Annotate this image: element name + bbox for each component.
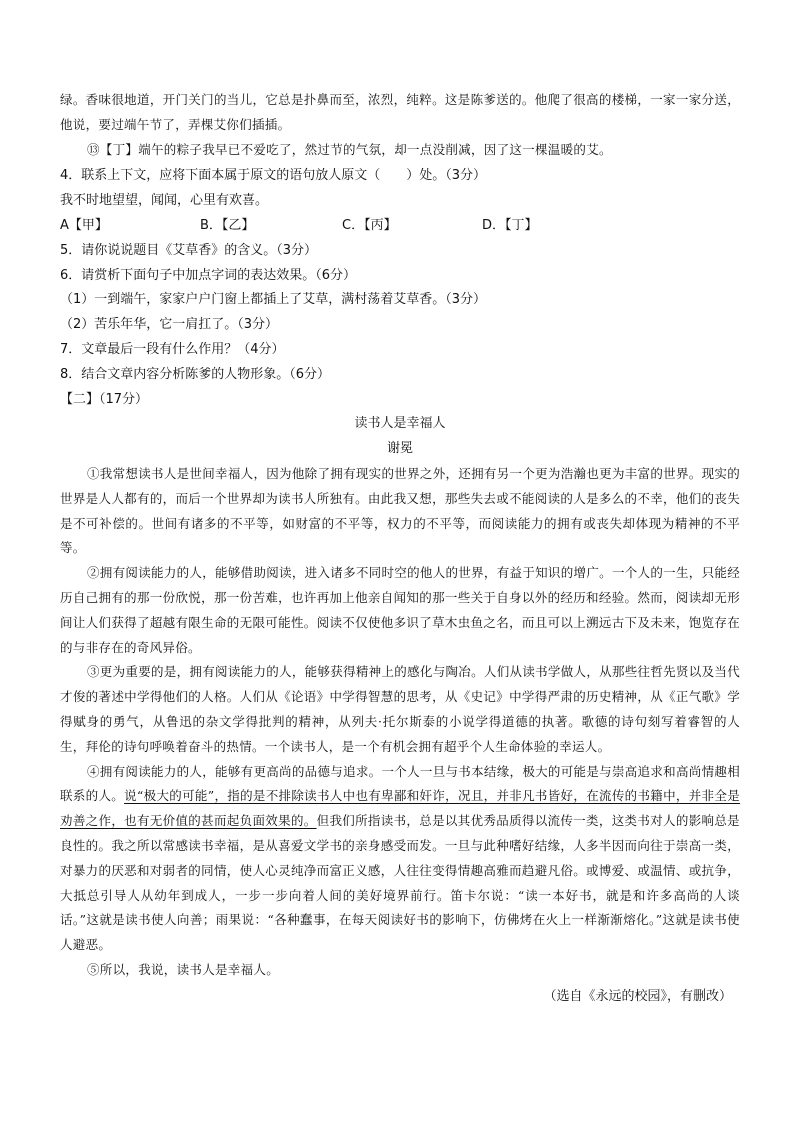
question-4: 4．联系上下文，应将下面本属于原文的语句放人原文（ ）处。（3分） [60,168,487,184]
question-6-1: （1）一到端午，家家户户门窗上都插上了艾草，满村荡着艾草香。（3分） [60,292,487,308]
article-source: （选自《永远的校园》，有删改） [543,988,732,1004]
paragraph-4-before: ④拥有阅读能力的人，能够有更高尚的品德与追求。一个人一旦与书本结缘，极大的可能是与崇高追求和高尚情趣相联系的人。 [60,763,740,804]
article-title: 读书人是幸福人 [354,416,446,432]
question-6: 6．请赏析下面句子中加点字词的表达效果。（6分） [60,267,357,283]
paragraph-4-underlined-sentence: 说“极大的可能”，指的是不排除读书人中也有卑鄙和奸诈，况且，并非凡书皆好，在流传的书籍中，并非全是劝善之作，也有无价值的甚而起负面效果的。 [60,788,740,829]
option-d: D．【丁】 [482,217,538,233]
story-paragraph-13: ⑬【丁】端午的粽子我早已不爱吃了，然过节的气氛，却一点没削减，因了这一棵温暖的艾。 [87,141,612,157]
story-paragraph-12-tail: 绿。香味很地道，开门关门的当儿，它总是扑鼻而至，浓烈，纯粹。这是陈爹送的。他爬了很高的楼梯，一家一家分送，他说，要过端午节了，弄棵艾你们插插。 [60,92,740,132]
article-paragraph-3: ③更为重要的是，拥有阅读能力的人，能够获得精神上的感化与陶冶。人们从读书学做人，从那些往哲先贤以及当代才俊的著述中学得他们的人格。人们从《论语》中学得智慧的思考，从《史记》中学得严肃的历史精神，从《正气歌》学得赋身的勇气，从鲁迅的杂文学得批判的精神，从列夫·托尔斯泰的小说学得道德的执著。歌德的诗句刻写着睿智的人生，拜伦的诗句呼唤着奋斗的热情。一个读书人，是一个有机会拥有超乎个人生命体验的幸运人。 [60,664,740,754]
question-4-options [60,214,740,239]
article-paragraph-5: ⑤所以，我说，读书人是幸福人。 [87,961,280,977]
paragraph-4-after: 但我们所指读书，总是以其优秀品质得以流传一类，这类书对人的影响总是良性的。我之所以常感读书幸福，是从喜爱文学书的亲身感受而发。一旦与此种嗜好结缘，人多半因而向往于崇高一类，对暴力的厌恶和对弱者的同情，使人心灵纯净而富正义感，人往往变得情趣高雅而趋避凡俗。或博爱、或温情、或抗争，大抵总引导人从幼年到成人，一步一步向着人间的美好境界前行。笛卡尔说：“读一本好书，就是和许多高尚的人谈话。”这就是读书使人向善；雨果说：“各种蠢事，在每天阅读好书的影响下，仿佛烤在火上一样渐渐熔化。”这就是读书使人避恶。 [60,813,740,953]
option-a: A【甲】 [60,217,108,233]
question-5: 5．请你说说题目《艾草香》的含义。（3分） [60,242,318,258]
article-paragraph-2: ②拥有阅读能力的人，能够借助阅读，进入诸多不同时空的他人的世界，有益于知识的增广。一个人的一生，只能经历自己拥有的那一份欣悦，那一份苦难，也许再加上他亲自闻知的那一些关于自身以外的经历和经验。然而，阅读却无形间让人们获得了超越有限生命的无限可能性。阅读不仅使他多识了草木虫鱼之名，而且可以上溯远古下及未来，饱览存在的与非存在的奇风异俗。 [60,565,740,655]
question-8: 8．结合文章内容分析陈爹的人物形象。（6分） [60,366,331,382]
article-paragraph-1: ①我常想读书人是世间幸福人，因为他除了拥有现实的世界之外，还拥有另一个更为浩瀚也更为丰富的世界。现实的世界是人人都有的，而后一个世界却为读书人所独有。由此我又想，那些失去或不能阅读的人是多么的不幸，他们的丧失是不可补偿的。世间有诸多的不平等，如财富的不平等，权力的不平等，而阅读能力的拥有或丧失却体现为精神的不平等。 [60,465,740,556]
question-6-2: （2）苦乐年华，它一肩扛了。（3分） [60,317,279,333]
question-7: 7．文章最后一段有什么作用？（4分） [60,341,285,357]
option-c: C．【丙】 [342,217,397,233]
question-4-sentence: 我不时地望望，闻闻，心里有欢喜。 [60,193,269,209]
section-2-label: 【二】（17分） [60,391,149,407]
document-page [60,88,740,1009]
option-b: B．【乙】 [200,217,255,233]
article-paragraph-4 [60,760,740,958]
article-author: 谢冕 [386,441,413,457]
